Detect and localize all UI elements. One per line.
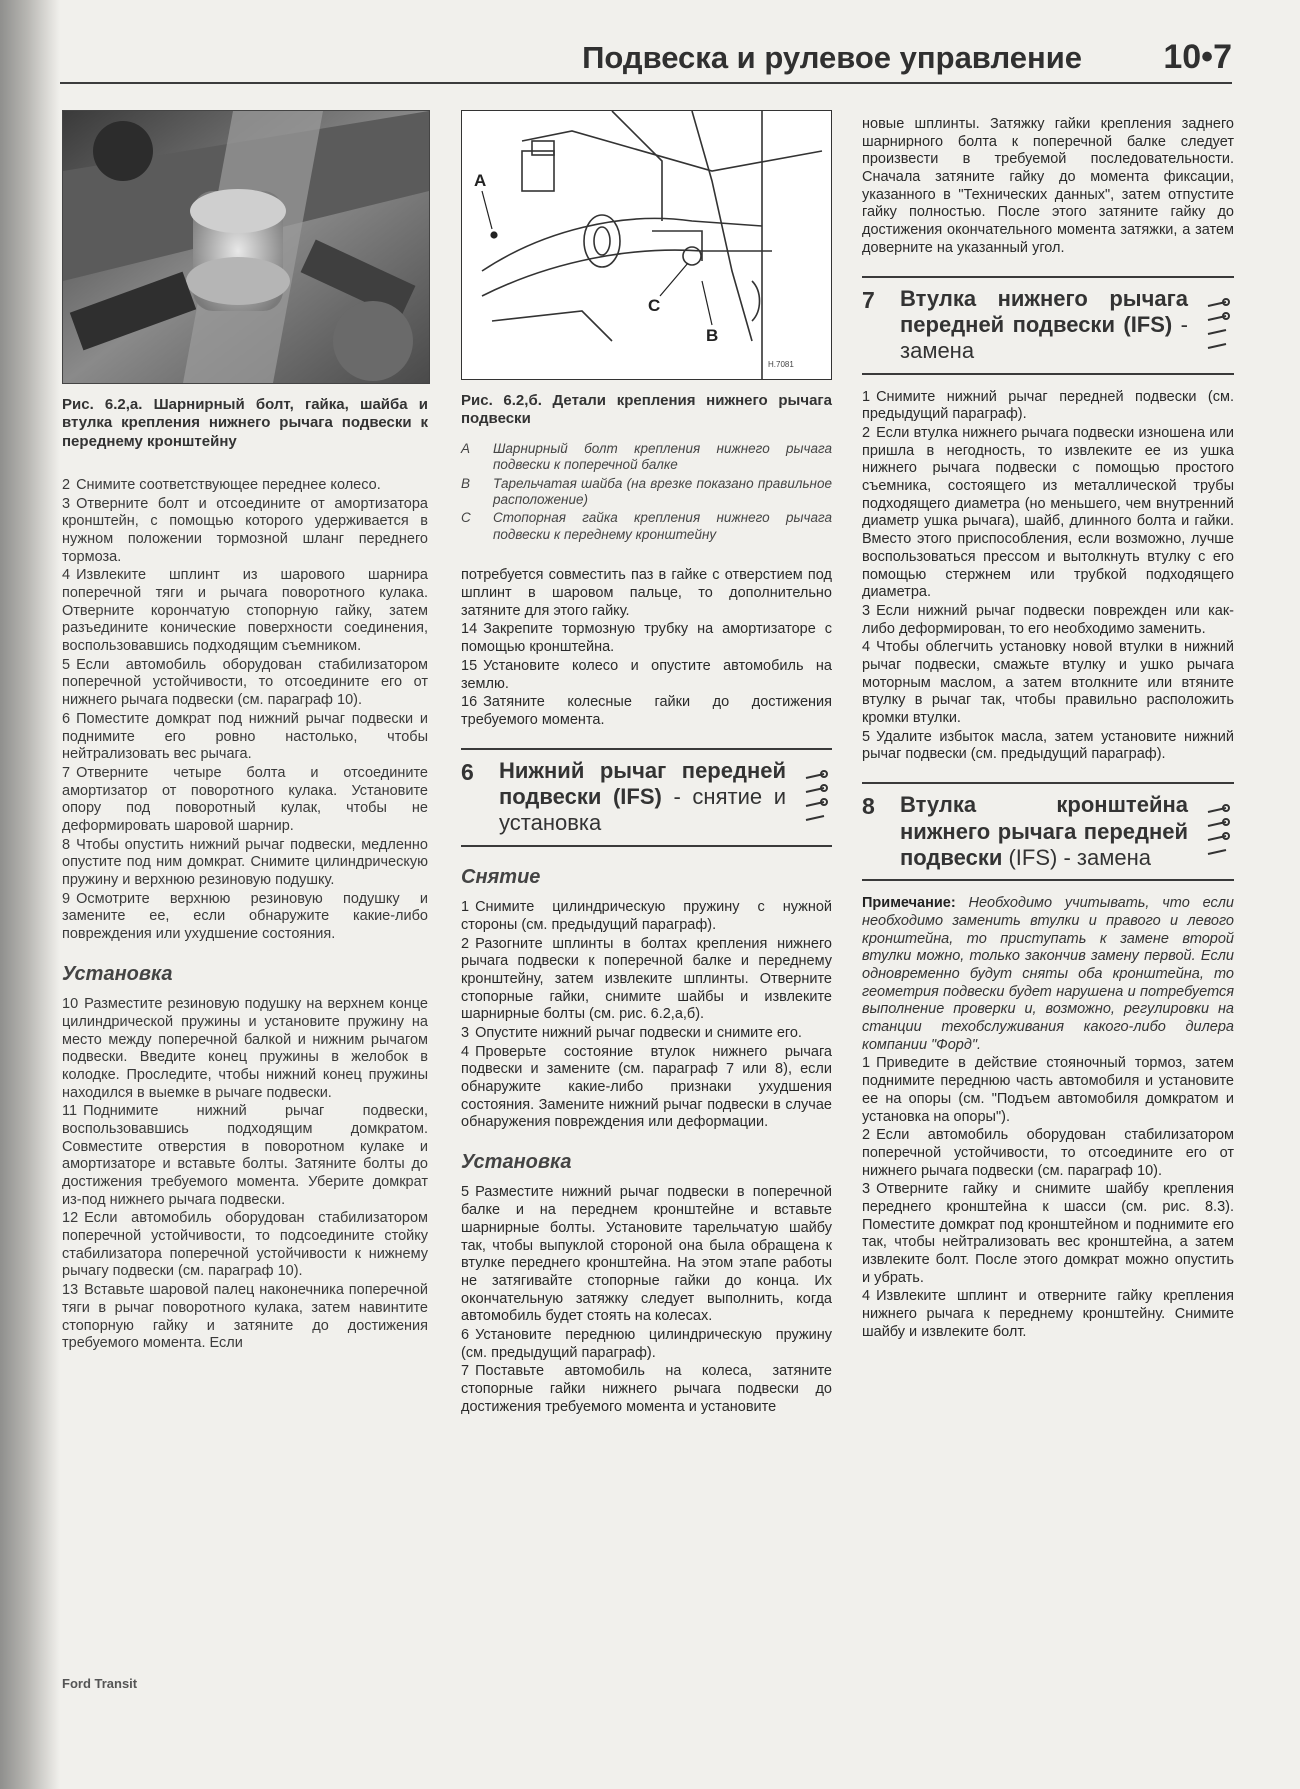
subheading-installation: Установка (62, 962, 173, 985)
figure-6-2a-caption: Рис. 6.2,a. Шарнирный болт, гайка, шайба и втулка крепления нижнего рычага подвески к переднему кронштейну (62, 396, 428, 450)
step-paragraph: 5 Разместите нижний рычаг подвески в поперечной балке и на переднем кронштейне и вставьте шарнирные болты. Установите тарельчатую шайбу так, чтобы выпуклой стороной она была обращена к втулке переднего кронштейна. На этом этапе работы не затягивайте стопорные гайки до конца. Их окончательную затяжку следует выполнить, когда автомобиль будет стоять на колесах. (461, 1184, 832, 1325)
figure-6-2b-diagram (461, 110, 832, 380)
step-paragraph: 5 Если автомобиль оборудован стабилизатором поперечной устойчивости, то отсоедините его от нижнего рычага подвески (см. параграф 10). (62, 656, 428, 709)
step-paragraph: 4 Проверьте состояние втулок нижнего рычага подвески и замените (см. параграф 7 или 8), если обнаружите какие-либо признаки ухудшения состояния. Замените нижний рычаг подвески в случае обнаружения повреждения или деформации. (461, 1043, 832, 1131)
legend-item: C Стопорная гайка крепления нижнего рычага подвески к переднему кронштейну (461, 510, 832, 542)
step-paragraph: 3 Отверните гайку и снимите шайбу крепления переднего кронштейна к шасси (см. рис. 8.3). Поместите домкрат под кронштейном и поднимите его так, чтобы нейтрализовать вес кронштейна, а затем извлеките болт. После этого домкрат можно опустить и убрать. (862, 1181, 1234, 1286)
suspension-arm-line-drawing (462, 111, 831, 379)
section-6-header (461, 748, 832, 847)
section-title: Втулка нижнего рычага передней подвески (IFS) - замена (900, 285, 1188, 364)
subheading-removal: Снятие (461, 865, 541, 888)
step-paragraph: 11 Поднимите нижний рычаг подвески, воспользовавшись подходящим домкратом. Совместите отверстия в поворотном кулаке и амортизаторе и вставьте болты. Затяните болты до достижения требуемого момента. Уберите домкрат из-под нижнего рычага подвески. (62, 1103, 428, 1208)
figure-legend (461, 441, 832, 544)
label-c: C (648, 296, 661, 315)
section-number: 6 (461, 758, 474, 785)
step-paragraph: 16 Затяните колесные гайки до достижения требуемого момента. (461, 694, 832, 728)
section-number: 8 (862, 793, 875, 820)
legend-item: A Шарнирный болт крепления нижнего рычага подвески к поперечной балке (461, 440, 832, 473)
step-paragraph: 2 Разогните шплинты в болтах крепления нижнего рычага подвески к поперечной балке и переднему кронштейну, затем извлеките шплинты. Отверните стопорные гайки, снимите шайбы и извлеките шарнирные болты (см. рис. 6.2,а,б). (461, 935, 832, 1023)
difficulty-wrench-icon (1204, 800, 1230, 866)
difficulty-wrench-icon (802, 766, 828, 832)
label-b: B (706, 326, 719, 345)
column-left (62, 110, 428, 1354)
suspension-photo-illustration (63, 111, 429, 383)
step-paragraph: 3 Опустите нижний рычаг подвески и снимите его. (461, 1024, 802, 1041)
column-right (862, 116, 1234, 1342)
step-paragraph: 7 Поставьте автомобиль на колеса, затяните стопорные гайки нижнего рычага подвески до достижения требуемого момента и установите (461, 1363, 832, 1415)
figure-ref-code: H.7081 (768, 360, 794, 369)
step-paragraph: 1 Снимите нижний рычаг передней подвески (см. предыдущий параграф). (862, 388, 1234, 423)
step-paragraph: 1 Снимите цилиндрическую пружину с нужной стороны (см. предыдущий параграф). (461, 899, 832, 933)
section-number: 7 (862, 286, 875, 313)
left-text-block-b (62, 996, 428, 1353)
step-paragraph: 9 Осмотрите верхнюю резиновую подушку и замените ее, если обнаружите какие-либо повреждения или ухудшение состояния. (62, 890, 428, 943)
step-paragraph: 4 Извлеките шплинт и отверните гайку крепления нижнего рычага к переднему кронштейну. Снимите шайбу и извлеките болт. (862, 1288, 1234, 1340)
step-paragraph: 14 Закрепите тормозную трубку на амортизаторе с помощью кронштейна. (461, 621, 832, 656)
page-number: 10•7 (1163, 38, 1232, 76)
section-title: Втулка кронштейна нижнего рычага передней подвески (IFS) - замена (900, 792, 1188, 870)
step-paragraph: 13 Вставьте шаровой палец наконечника поперечной тяги в рычаг поворотного кулака, затем навинтите стопорную гайку и затяните до достижения требуемого момента. Если (62, 1282, 428, 1352)
step-paragraph: 15 Установите колесо и опустите автомобиль на землю. (461, 657, 832, 692)
book-spine-shadow (0, 0, 60, 1789)
step-paragraph: 2 Снимите соответствующее переднее колесо. (62, 476, 381, 493)
page-title: Подвеска и рулевое управление (582, 40, 1082, 75)
page-footer: Ford Transit (62, 1676, 138, 1691)
column-middle (461, 110, 832, 1417)
step-paragraph: 4 Чтобы облегчить установку новой втулки в нижний рычаг подвески, смажьте втулку и ушко рычага моторным маслом, а затем втолкните или втяните втулку в рычаг так, чтобы правильно расположить кромки втулки. (862, 639, 1234, 727)
step-paragraph: 6 Поместите домкрат под нижний рычаг подвески и поднимите его ровно настолько, чтобы нейтрализовать вес рычага. (62, 710, 428, 763)
step-paragraph: 7 Отверните четыре болта и отсоедините амортизатор от поворотного кулака. Установите опору под поворотный кулак, чтобы не деформировать шаровой шарнир. (62, 764, 428, 834)
section-title: Нижний рычаг передней подвески (IFS) - снятие и установка (499, 757, 786, 836)
section-7-header (862, 276, 1234, 375)
note-paragraph: Примечание: Необходимо учитывать, что если необходимо заменить втулки и правого и левого кронштейна, то приступать к замене второй втулки можно, только закончив замену первой. Если одновременно будут сняты оба кронштейна, то геометрия подвески будет нарушена и потребуется выполнение проверки и, возможно, регулировки на станции техобслуживания какого-либо дилера компании "Форд". (862, 895, 1234, 1053)
legend-item: B Тарельчатая шайба (на врезке показано правильное расположение) (461, 475, 832, 507)
step-paragraph: 4 Извлеките шплинт из шарового шарнира поперечной тяги и рычага поворотного кулака. Отверните корончатую стопорную гайку, затем разъедините конические поверхности соединения, воспользовавшись подходящим съемником. (62, 567, 428, 655)
difficulty-wrench-icon (1204, 294, 1230, 360)
step-paragraph: 8 Чтобы опустить нижний рычаг подвески, медленно опустите под ним домкрат. Снимите цилиндрическую пружину и верхнюю резиновую подушку. (62, 836, 428, 889)
step-paragraph: 12 Если автомобиль оборудован стабилизатором поперечной устойчивости, то подсоедините стойку стабилизатора поперечной устойчивости к нижнему рычагу подвески (см. параграф 10). (62, 1210, 428, 1280)
step-paragraph: 2 Если втулка нижнего рычага подвески изношена или пришла в негодность, то извлеките ее из ушка нижнего рычага подвески с помощью простого съемника, состоящего из металлической трубы подходящего диаметра (но меньшего, чем внутренний диаметр ушка рычага), шайб, длинного болта и гайки. Вместо этого приспособления, если возможно, лучше воспользоваться прессом и вытолкнуть втулку с его помощью стержнем или трубкой подходящего диаметра. (862, 425, 1234, 601)
step-paragraph: 10 Разместите резиновую подушку на верхнем конце цилиндрической пружины и установите пружину на место между поперечной балкой и нижним рычагом подвески. Введите конец пружины в желобок в колодке. Проследите, чтобы нижний конец пружины находился в выемке в рычаге подвески. (62, 996, 428, 1101)
step-paragraph: 1 Приведите в действие стояночный тормоз, затем поднимите переднюю часть автомобиля и установите ее на опоры (см. "Подъем автомобиля домкратом и установка на опоры"). (862, 1055, 1234, 1125)
left-text-block-a (62, 477, 428, 944)
label-a: A (474, 171, 487, 190)
step-paragraph: потребуется совместить паз в гайке с отверстием под шплинт в шаровом пальце, то дополнительно затяните для этого гайку. (461, 567, 832, 619)
figure-6-2b-caption: Рис. 6.2,б. Детали крепления нижнего рычага подвески (461, 392, 832, 428)
step-paragraph: 2 Если автомобиль оборудован стабилизатором поперечной устойчивости, то отсоедините его от нижнего рычага подвески (см. параграф 10). (862, 1127, 1234, 1179)
figure-6-2a-photo (62, 110, 430, 384)
step-paragraph: 5 Удалите избыток масла, затем установите нижний рычаг подвески (см. предыдущий параграф). (862, 728, 1234, 763)
page-header (60, 30, 1232, 84)
subheading-installation: Установка (461, 1151, 572, 1174)
step-paragraph: 3 Отверните болт и отсоедините от амортизатора кронштейн, с помощью которого удерживается в нужном положении тормозной шланг переднего тормоза. (62, 495, 428, 565)
step-paragraph: новые шплинты. Затяжку гайки крепления заднего шарнирного болта к поперечной балке следует произвести в требуемой последовательности. Сначала затяните гайку до момента фиксации, указанного в "Технических данных", затем отпустите гайку полностью. После этого затяните гайку до достижения окончательного момента затяжки, а затем доверните на указанный угол. (862, 116, 1234, 256)
step-paragraph: 3 Если нижний рычаг подвески поврежден или как-либо деформирован, то его необходимо заменить. (862, 602, 1234, 637)
header-divider (60, 82, 1232, 84)
section-8-header (862, 782, 1234, 881)
step-paragraph: 6 Установите переднюю цилиндрическую пружину (см. предыдущий параграф). (461, 1326, 832, 1361)
